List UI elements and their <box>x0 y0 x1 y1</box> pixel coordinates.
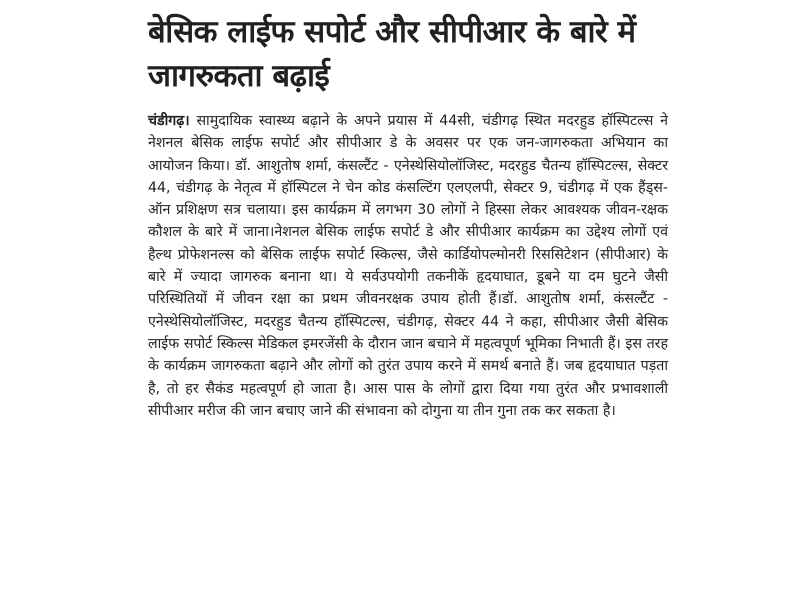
news-clipping <box>148 10 668 422</box>
article-body-text: सामुदायिक स्वास्थ्य बढ़ाने के अपने प्रयास में 44सी, चंडीगढ़ स्थित मदरहुड हॉस्पिटल्स ने नेशनल बेसिक लाईफ सपोर्ट और सीपीआर डे के अवसर पर एक जन-जागरुकता अभियान का आयोजन किया। डॉ. आशुतोष शर्मा, कंसल्टैंट - एनेस्थेसियोलॉजिस्ट, मदरहुड चैतन्य हॉस्पिटल्स, सेक्टर 44, चंडीगढ़ के नेतृत्व में हॉस्पिटल ने चेन कोड कंसल्टिंग एलएलपी, सेक्टर 9, चंडीगढ़ में एक हैंड्स-ऑन प्रशिक्षण सत्र चलाया। इस कार्यक्रम में लगभग 30 लोगों ने हिस्सा लेकर आवश्यक जीवन-रक्षक कौशल के बारे में जाना।नेशनल बेसिक लाईफ सपोर्ट डे और सीपीआर कार्यक्रम का उद्देश्य लोगों एवं हैल्थ प्रोफेशनल्स को बेसिक लाईफ सपोर्ट स्किल्स, जैसे कार्डियोपल्मोनरी रिससिटेशन (सीपीआर) के बारे में ज्यादा जागरुक बनाना था। ये सर्वउपयोगी तकनीकें हृदयाघात, डूबने या दम घुटने जैसी परिस्थितियों में जीवन रक्षा का प्रथम जीवनरक्षक उपाय होती हैं।डॉ. आशुतोष शर्मा, कंसल्टैंट - एनेस्थेसियोलॉजिस्ट, मदरहुड चैतन्य हॉस्पिटल्स, चंडीगढ़, सेक्टर 44 ने कहा, सीपीआर जैसी बेसिक लाईफ सपोर्ट स्किल्स मेडिकल इमरजेंसी के दौरान जान बचाने में महत्वपूर्ण भूमिका निभाती हैं। इस तरह के कार्यक्रम जागरुकता बढ़ाने और लोगों को तुरंत उपाय करने में समर्थ बनाते हैं। जब हृदयाघात पड़ता है, तो हर सैकंड महत्वपूर्ण हो जाता है। आस पास के लोगों द्वारा दिया गया तुरंत और प्रभावशाली सीपीआर मरीज की जान बचाए जाने की संभावना को दोगुना या तीन गुना तक कर सकता है। <box>148 113 668 419</box>
headline-line-1: बेसिक लाईफ सपोर्ट और सीपीआर के बारे में <box>148 14 636 50</box>
dateline: चंडीगढ़। <box>148 113 190 129</box>
article-headline <box>148 10 668 98</box>
headline-line-2: जागरुकता बढ़ाई <box>148 58 330 94</box>
article-body <box>148 110 668 422</box>
